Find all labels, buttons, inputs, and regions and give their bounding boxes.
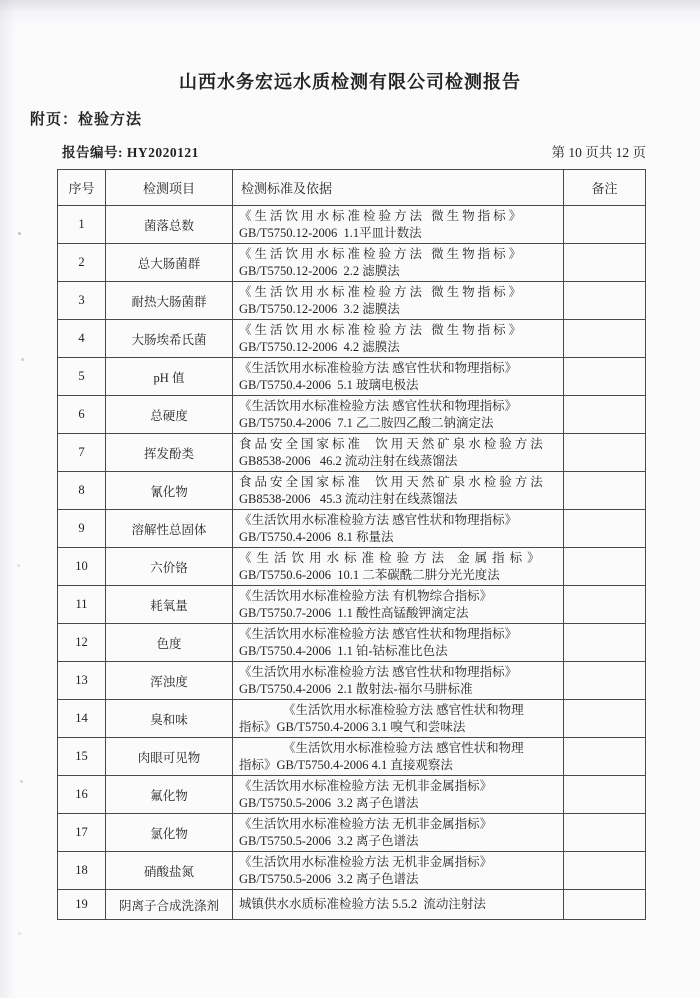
method-cell	[233, 472, 564, 510]
method-line: GB/T5750.4-2006 1.1 铂-钴标准比色法	[239, 643, 448, 658]
row-index-cell: 16	[58, 776, 106, 814]
method-line: GB/T5750.12-2006 2.2 滤膜法	[239, 263, 400, 278]
row-index-cell: 12	[58, 624, 106, 662]
method-cell	[233, 358, 564, 396]
method-line: GB/T5750.12-2006 3.2 滤膜法	[239, 301, 400, 316]
remark-cell	[564, 358, 646, 396]
remark-cell	[564, 814, 646, 852]
header-cell-remark: 备注	[564, 170, 646, 206]
method-line: GB/T5750.12-2006 1.1平皿计数法	[239, 225, 422, 240]
row-index-cell: 1	[58, 206, 106, 244]
test-item-cell: 氯化物	[106, 814, 233, 852]
remark-cell	[564, 396, 646, 434]
method-cell	[233, 396, 564, 434]
method-line: GB8538-2006 46.2 流动注射在线蒸馏法	[239, 453, 458, 468]
method-cell	[233, 206, 564, 244]
table-row	[58, 282, 646, 320]
method-cell	[233, 738, 564, 776]
method-line: 《生活饮用水标准检验方法 微生物指标》	[239, 246, 525, 261]
report-number: 报告编号: HY2020121	[62, 145, 199, 160]
method-line: 《生活饮用水标准检验方法 感官性状和物理指标》	[239, 398, 518, 413]
table-row	[58, 814, 646, 852]
row-index-cell: 4	[58, 320, 106, 358]
method-line: GB/T5750.6-2006 10.1 二苯碳酰二肼分光光度法	[239, 567, 500, 582]
row-index-cell: 11	[58, 586, 106, 624]
test-item-cell: 挥发酚类	[106, 434, 233, 472]
method-line: 《生活饮用水标准检验方法 微生物指标》	[239, 284, 525, 299]
table-row	[58, 700, 646, 738]
test-item-cell: 氰化物	[106, 472, 233, 510]
report-title: 山西水务宏远水质检测有限公司检测报告	[179, 72, 521, 92]
row-index-cell: 2	[58, 244, 106, 282]
remark-cell	[564, 548, 646, 586]
header-cell-index: 序号	[58, 170, 106, 206]
test-item-cell: 肉眼可见物	[106, 738, 233, 776]
test-item-cell: 臭和味	[106, 700, 233, 738]
table-row	[58, 244, 646, 282]
row-index-cell: 17	[58, 814, 106, 852]
table-row	[58, 586, 646, 624]
method-line: 食品安全国家标准 饮用天然矿泉水检验方法	[239, 474, 546, 489]
test-item-cell: 菌落总数	[106, 206, 233, 244]
table-header-row	[58, 170, 646, 206]
table-row	[58, 548, 646, 586]
method-line: GB8538-2006 45.3 流动注射在线蒸馏法	[239, 491, 458, 506]
test-item-cell: 大肠埃希氏菌	[106, 320, 233, 358]
remark-cell	[564, 738, 646, 776]
remark-cell	[564, 320, 646, 358]
method-line: GB/T5750.5-2006 3.2 离子色谱法	[239, 871, 419, 886]
table-row	[58, 776, 646, 814]
table-row	[58, 206, 646, 244]
method-line: 《生活饮用水标准检验方法 无机非金属指标》	[239, 816, 493, 831]
method-cell	[233, 586, 564, 624]
method-cell	[233, 510, 564, 548]
method-cell	[233, 434, 564, 472]
table-row	[58, 738, 646, 776]
test-item-cell: 耐热大肠菌群	[106, 282, 233, 320]
test-item-cell: 色度	[106, 624, 233, 662]
table-row	[58, 890, 646, 920]
method-line: 《生活饮用水标准检验方法 感官性状和物理指标》	[239, 664, 518, 679]
method-line: 《生活饮用水标准检验方法 感官性状和物理	[283, 702, 524, 717]
appendix-label: 附页：检验方法	[30, 112, 143, 128]
row-index-cell: 19	[58, 890, 106, 920]
remark-cell	[564, 586, 646, 624]
method-line: GB/T5750.4-2006 8.1 称量法	[239, 529, 394, 544]
method-cell	[233, 662, 564, 700]
row-index-cell: 7	[58, 434, 106, 472]
remark-cell	[564, 510, 646, 548]
table-row	[58, 320, 646, 358]
method-line: GB/T5750.4-2006 5.1 玻璃电极法	[239, 377, 419, 392]
row-index-cell: 14	[58, 700, 106, 738]
remark-cell	[564, 890, 646, 920]
method-line: GB/T5750.4-2006 7.1 乙二胺四乙酸二钠滴定法	[239, 415, 494, 430]
method-line: GB/T5750.5-2006 3.2 离子色谱法	[239, 795, 419, 810]
method-line: 《生活饮用水标准检验方法 感官性状和物理指标》	[239, 512, 518, 527]
meta-row	[62, 144, 646, 162]
table-row	[58, 434, 646, 472]
remark-cell	[564, 206, 646, 244]
test-item-cell: 阴离子合成洗涤剂	[106, 890, 233, 920]
method-line: 《生活饮用水标准检验方法 感官性状和物理	[283, 740, 524, 755]
method-cell	[233, 244, 564, 282]
method-line: GB/T5750.4-2006 2.1 散射法-福尔马肼标准	[239, 681, 473, 696]
method-line: 《生活饮用水标准检验方法 有机物综合指标》	[239, 588, 493, 603]
method-cell	[233, 852, 564, 890]
method-cell	[233, 624, 564, 662]
method-line: 指标》GB/T5750.4-2006 4.1 直接观察法	[239, 757, 453, 772]
remark-cell	[564, 624, 646, 662]
row-index-cell: 18	[58, 852, 106, 890]
remark-cell	[564, 472, 646, 510]
header-cell-standard: 检测标准及依据	[233, 170, 564, 206]
row-index-cell: 8	[58, 472, 106, 510]
row-index-cell: 15	[58, 738, 106, 776]
remark-cell	[564, 662, 646, 700]
method-cell	[233, 548, 564, 586]
row-index-cell: 3	[58, 282, 106, 320]
test-item-cell: 浑浊度	[106, 662, 233, 700]
table-row	[58, 472, 646, 510]
header-cell-item: 检测项目	[106, 170, 233, 206]
method-line: 《生活饮用水标准检验方法 微生物指标》	[239, 322, 525, 337]
table-row	[58, 624, 646, 662]
method-line: 《生活饮用水标准检验方法 无机非金属指标》	[239, 778, 493, 793]
remark-cell	[564, 776, 646, 814]
table-row	[58, 396, 646, 434]
method-line: 《生活饮用水标准检验方法 感官性状和物理指标》	[239, 360, 518, 375]
remark-cell	[564, 244, 646, 282]
method-cell	[233, 890, 564, 920]
row-index-cell: 5	[58, 358, 106, 396]
test-item-cell: 硝酸盐氮	[106, 852, 233, 890]
table-row	[58, 852, 646, 890]
table-row	[58, 510, 646, 548]
method-cell	[233, 776, 564, 814]
row-index-cell: 13	[58, 662, 106, 700]
method-line: GB/T5750.12-2006 4.2 滤膜法	[239, 339, 400, 354]
test-item-cell: 溶解性总固体	[106, 510, 233, 548]
row-index-cell: 10	[58, 548, 106, 586]
method-cell	[233, 700, 564, 738]
methods-table	[57, 169, 646, 920]
row-index-cell: 9	[58, 510, 106, 548]
method-line: 《生活饮用水标准检验方法 感官性状和物理指标》	[239, 626, 518, 641]
method-cell	[233, 814, 564, 852]
test-item-cell: 总大肠菌群	[106, 244, 233, 282]
methods-table-body	[58, 206, 646, 920]
remark-cell	[564, 434, 646, 472]
test-item-cell: 氟化物	[106, 776, 233, 814]
method-line: 《生活饮用水标准检验方法 微生物指标》	[239, 208, 525, 223]
table-row	[58, 662, 646, 700]
method-cell	[233, 282, 564, 320]
table-row	[58, 358, 646, 396]
test-item-cell: 六价铬	[106, 548, 233, 586]
method-line: 《生活饮用水标准检验方法 无机非金属指标》	[239, 854, 493, 869]
method-line: 指标》GB/T5750.4-2006 3.1 嗅气和尝味法	[239, 719, 466, 734]
method-cell	[233, 320, 564, 358]
remark-cell	[564, 282, 646, 320]
test-item-cell: pH 值	[106, 358, 233, 396]
method-line: GB/T5750.5-2006 3.2 离子色谱法	[239, 833, 419, 848]
remark-cell	[564, 700, 646, 738]
test-item-cell: 总硬度	[106, 396, 233, 434]
row-index-cell: 6	[58, 396, 106, 434]
method-line: 城镇供水水质标准检验方法 5.5.2 流动注射法	[239, 897, 486, 911]
page-indicator: 第 10 页共 12 页	[551, 145, 646, 160]
remark-cell	[564, 852, 646, 890]
method-line: 食品安全国家标准 饮用天然矿泉水检验方法	[239, 436, 546, 451]
test-item-cell: 耗氧量	[106, 586, 233, 624]
method-line: 《生活饮用水标准检验方法 金属指标》	[239, 550, 545, 565]
method-line: GB/T5750.7-2006 1.1 酸性高锰酸钾滴定法	[239, 605, 469, 620]
